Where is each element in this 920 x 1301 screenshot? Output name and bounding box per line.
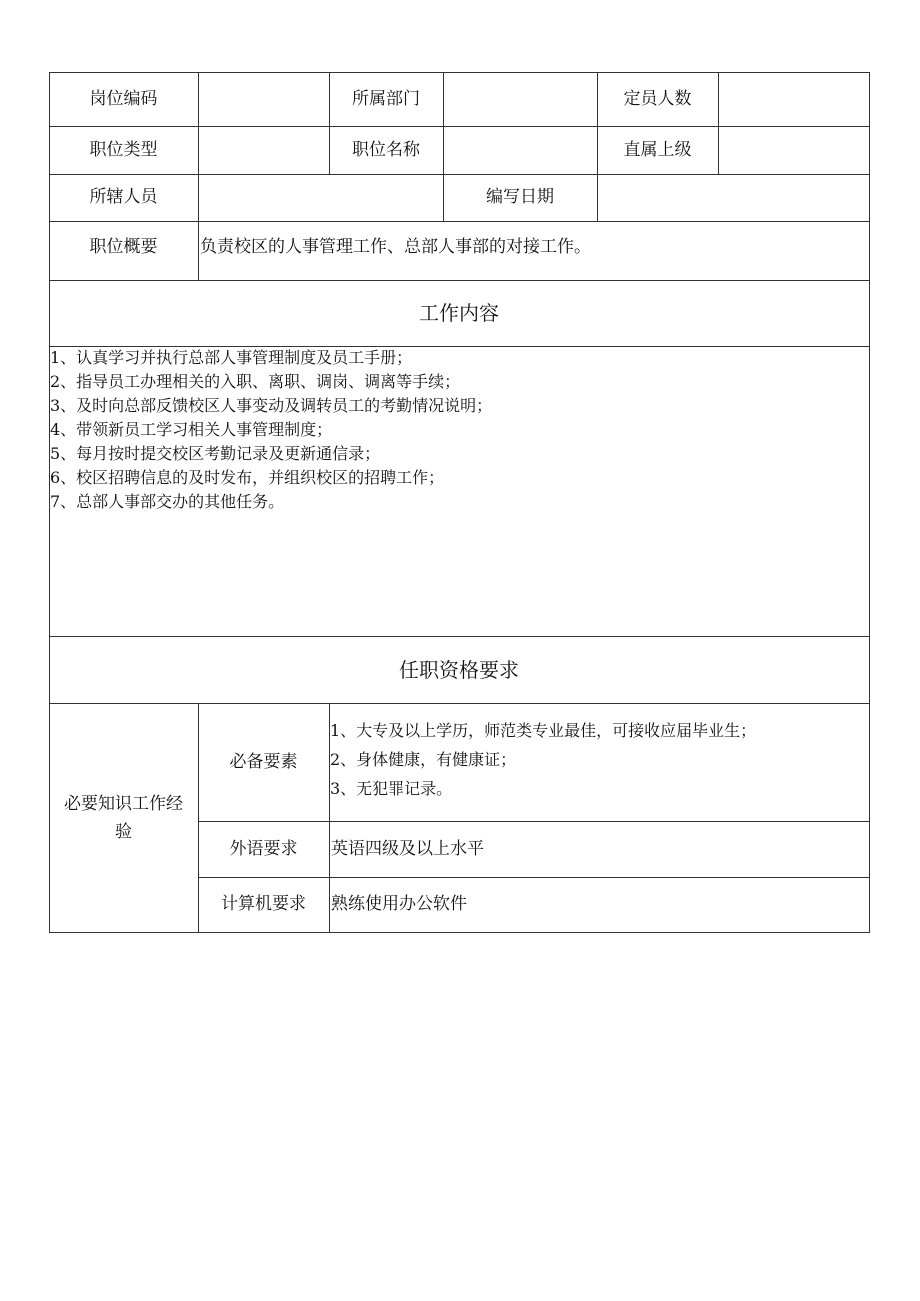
position-type-label: 职位类型	[89, 139, 158, 160]
language-value: 英语四级及以上水平	[331, 838, 484, 859]
list-item: 1、大专及以上学历，师范类专业最佳，可接收应届毕业生；	[330, 721, 757, 740]
subordinates-field[interactable]	[198, 174, 443, 221]
position-type-field[interactable]	[198, 126, 329, 174]
table-border	[869, 72, 870, 933]
list-item: 3、及时向总部反馈校区人事变动及调转员工的考勤情况说明；	[50, 396, 493, 415]
computer-value: 熟练使用办公软件	[331, 894, 467, 915]
list-item: 2、身体健康，有健康证；	[330, 750, 517, 769]
list-item: 2、指导员工办理相关的入职、离职、调岗、调离等手续；	[50, 372, 461, 391]
duties-list	[50, 346, 492, 514]
essential-list	[330, 716, 756, 803]
list-item: 1、认真学习并执行总部人事管理制度及员工手册；	[50, 348, 413, 367]
summary-label: 职位概要	[89, 237, 158, 258]
headcount-label: 定员人数	[623, 88, 692, 109]
list-item: 5、每月按时提交校区考勤记录及更新通信录；	[50, 444, 381, 463]
list-item: 7、总部人事部交办的其他任务。	[50, 492, 285, 511]
department-label: 所属部门	[352, 88, 420, 109]
duties-title: 工作内容	[419, 301, 499, 325]
subordinates-label: 所辖人员	[89, 187, 158, 208]
position-code-label: 岗位编码	[89, 88, 158, 109]
job-description-form	[49, 72, 870, 933]
language-label: 外语要求	[229, 838, 298, 859]
knowledge-experience-label: 必要知识工作经验	[64, 793, 183, 842]
headcount-field[interactable]	[718, 72, 869, 126]
position-name-field[interactable]	[443, 126, 597, 174]
table-border	[49, 932, 870, 933]
position-code-field[interactable]	[198, 72, 329, 126]
list-item: 6、校区招聘信息的及时发布，并组织校区的招聘工作；	[50, 468, 445, 487]
supervisor-label: 直属上级	[623, 139, 692, 160]
date-field[interactable]	[597, 174, 869, 221]
department-field[interactable]	[443, 72, 597, 126]
position-name-label: 职位名称	[352, 139, 420, 160]
essential-label: 必备要素	[229, 751, 298, 772]
list-item: 4、带领新员工学习相关人事管理制度；	[50, 420, 333, 439]
computer-label: 计算机要求	[221, 894, 306, 915]
supervisor-field[interactable]	[718, 126, 869, 174]
summary-text: 负责校区的人事管理工作、总部人事部的对接工作。	[200, 237, 591, 258]
list-item: 3、无犯罪记录。	[330, 779, 453, 798]
date-label: 编写日期	[486, 187, 554, 208]
qualifications-title: 任职资格要求	[399, 657, 519, 682]
